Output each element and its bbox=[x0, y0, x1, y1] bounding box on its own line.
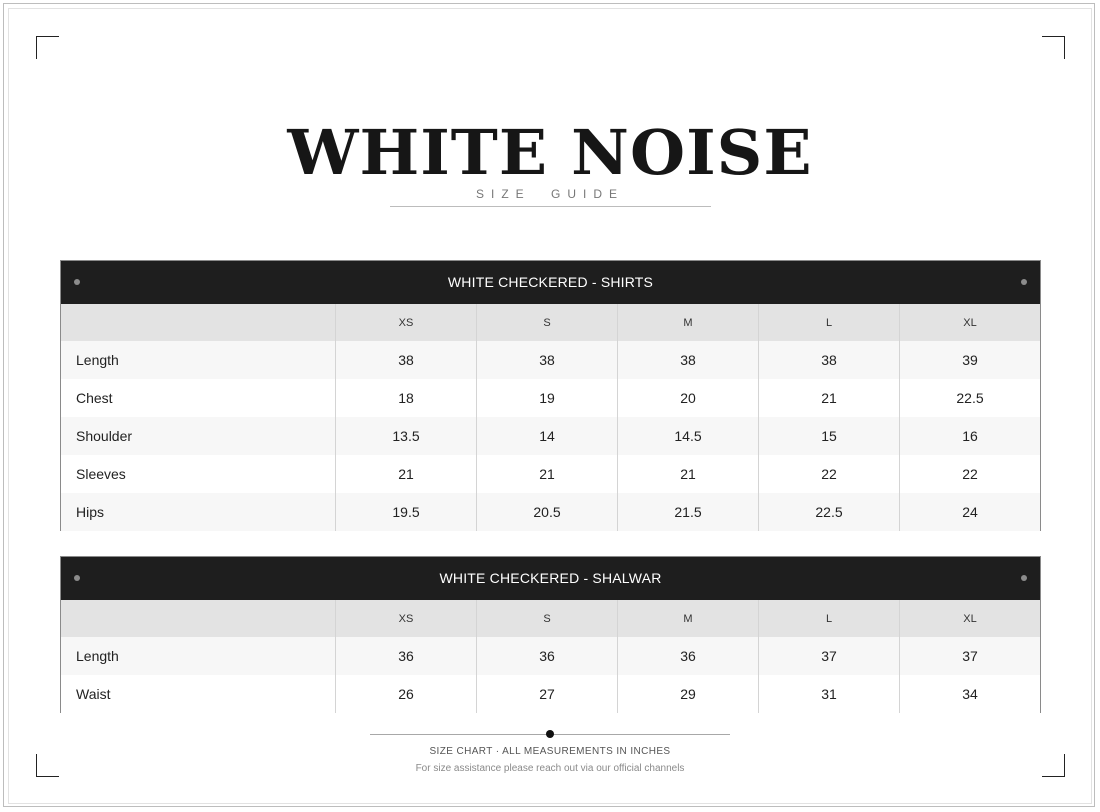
size-header-cell: M bbox=[617, 304, 758, 341]
measurement-cell: 19.5 bbox=[335, 493, 476, 531]
measurement-cell: 14 bbox=[476, 417, 617, 455]
corner-mark-top-left bbox=[36, 36, 59, 59]
size-table-shirts bbox=[60, 260, 1041, 531]
measurement-cell: 19 bbox=[476, 379, 617, 417]
table-row bbox=[61, 379, 1040, 417]
table-title: WHITE CHECKERED - SHALWAR bbox=[439, 570, 662, 586]
table-row bbox=[61, 637, 1040, 675]
table-title: WHITE CHECKERED - SHIRTS bbox=[447, 274, 654, 290]
measurement-cell: 21 bbox=[476, 455, 617, 493]
header-dot-icon bbox=[1021, 575, 1027, 581]
row-label: Length bbox=[76, 352, 119, 368]
measurement-cell: 37 bbox=[758, 637, 899, 675]
measurement-cell: 15 bbox=[758, 417, 899, 455]
measurement-cell: 21 bbox=[758, 379, 899, 417]
footer-note: SIZE CHART · ALL MEASUREMENTS IN INCHES bbox=[429, 746, 671, 757]
measurement-cell: 26 bbox=[335, 675, 476, 713]
size-header-cell: S bbox=[476, 600, 617, 637]
header-dot-icon bbox=[74, 575, 80, 581]
size-header-blank bbox=[61, 600, 335, 637]
size-header-row bbox=[61, 304, 1040, 341]
measurement-cell: 39 bbox=[899, 341, 1040, 379]
size-header-cell: L bbox=[758, 600, 899, 637]
table-row bbox=[61, 341, 1040, 379]
row-label: Shoulder bbox=[76, 428, 133, 444]
measurement-cell: 14.5 bbox=[617, 417, 758, 455]
measurement-cell: 29 bbox=[617, 675, 758, 713]
measurement-cell: 38 bbox=[476, 341, 617, 379]
measurement-cell: 37 bbox=[899, 637, 1040, 675]
size-header-cell: XL bbox=[899, 600, 1040, 637]
footer-dot-icon bbox=[546, 730, 554, 738]
table-row bbox=[61, 493, 1040, 531]
size-header-cell: XS bbox=[335, 304, 476, 341]
measurement-cell: 13.5 bbox=[335, 417, 476, 455]
measurement-cell: 38 bbox=[758, 341, 899, 379]
table-header bbox=[61, 557, 1040, 600]
row-label: Sleeves bbox=[76, 466, 126, 482]
table-row bbox=[61, 417, 1040, 455]
subtitle-divider bbox=[390, 206, 711, 207]
measurement-cell: 31 bbox=[758, 675, 899, 713]
measurement-cell: 16 bbox=[899, 417, 1040, 455]
size-header-cell: XL bbox=[899, 304, 1040, 341]
size-header-cell: M bbox=[617, 600, 758, 637]
corner-mark-top-right bbox=[1042, 36, 1065, 59]
measurement-cell: 36 bbox=[617, 637, 758, 675]
size-header-blank bbox=[61, 304, 335, 341]
row-label: Hips bbox=[76, 504, 105, 520]
row-label: Waist bbox=[76, 686, 111, 702]
measurement-cell: 18 bbox=[335, 379, 476, 417]
table-row bbox=[61, 675, 1040, 713]
measurement-cell: 22.5 bbox=[758, 493, 899, 531]
size-header-cell: S bbox=[476, 304, 617, 341]
measurement-cell: 34 bbox=[899, 675, 1040, 713]
measurement-cell: 21 bbox=[617, 455, 758, 493]
size-header-cell: L bbox=[758, 304, 899, 341]
measurement-cell: 20 bbox=[617, 379, 758, 417]
measurement-cell: 24 bbox=[899, 493, 1040, 531]
brand-title: WHITE NOISE bbox=[287, 116, 813, 189]
row-label: Length bbox=[76, 648, 119, 664]
table-row bbox=[61, 455, 1040, 493]
measurement-cell: 22 bbox=[899, 455, 1040, 493]
size-header-row bbox=[61, 600, 1040, 637]
measurement-cell: 27 bbox=[476, 675, 617, 713]
measurement-cell: 38 bbox=[335, 341, 476, 379]
measurement-cell: 21 bbox=[335, 455, 476, 493]
measurement-cell: 36 bbox=[476, 637, 617, 675]
size-header-cell: XS bbox=[335, 600, 476, 637]
footer-assistance-note: For size assistance please reach out via our official channels bbox=[415, 763, 685, 774]
measurement-cell: 22.5 bbox=[899, 379, 1040, 417]
table-header bbox=[61, 261, 1040, 304]
row-label: Chest bbox=[76, 390, 113, 406]
measurement-cell: 38 bbox=[617, 341, 758, 379]
measurement-cell: 21.5 bbox=[617, 493, 758, 531]
measurement-cell: 36 bbox=[335, 637, 476, 675]
size-table-shalwar bbox=[60, 556, 1041, 713]
header-dot-icon bbox=[74, 279, 80, 285]
measurement-cell: 20.5 bbox=[476, 493, 617, 531]
brand-subtitle: SIZE GUIDE bbox=[475, 187, 624, 201]
measurement-cell: 22 bbox=[758, 455, 899, 493]
header-dot-icon bbox=[1021, 279, 1027, 285]
